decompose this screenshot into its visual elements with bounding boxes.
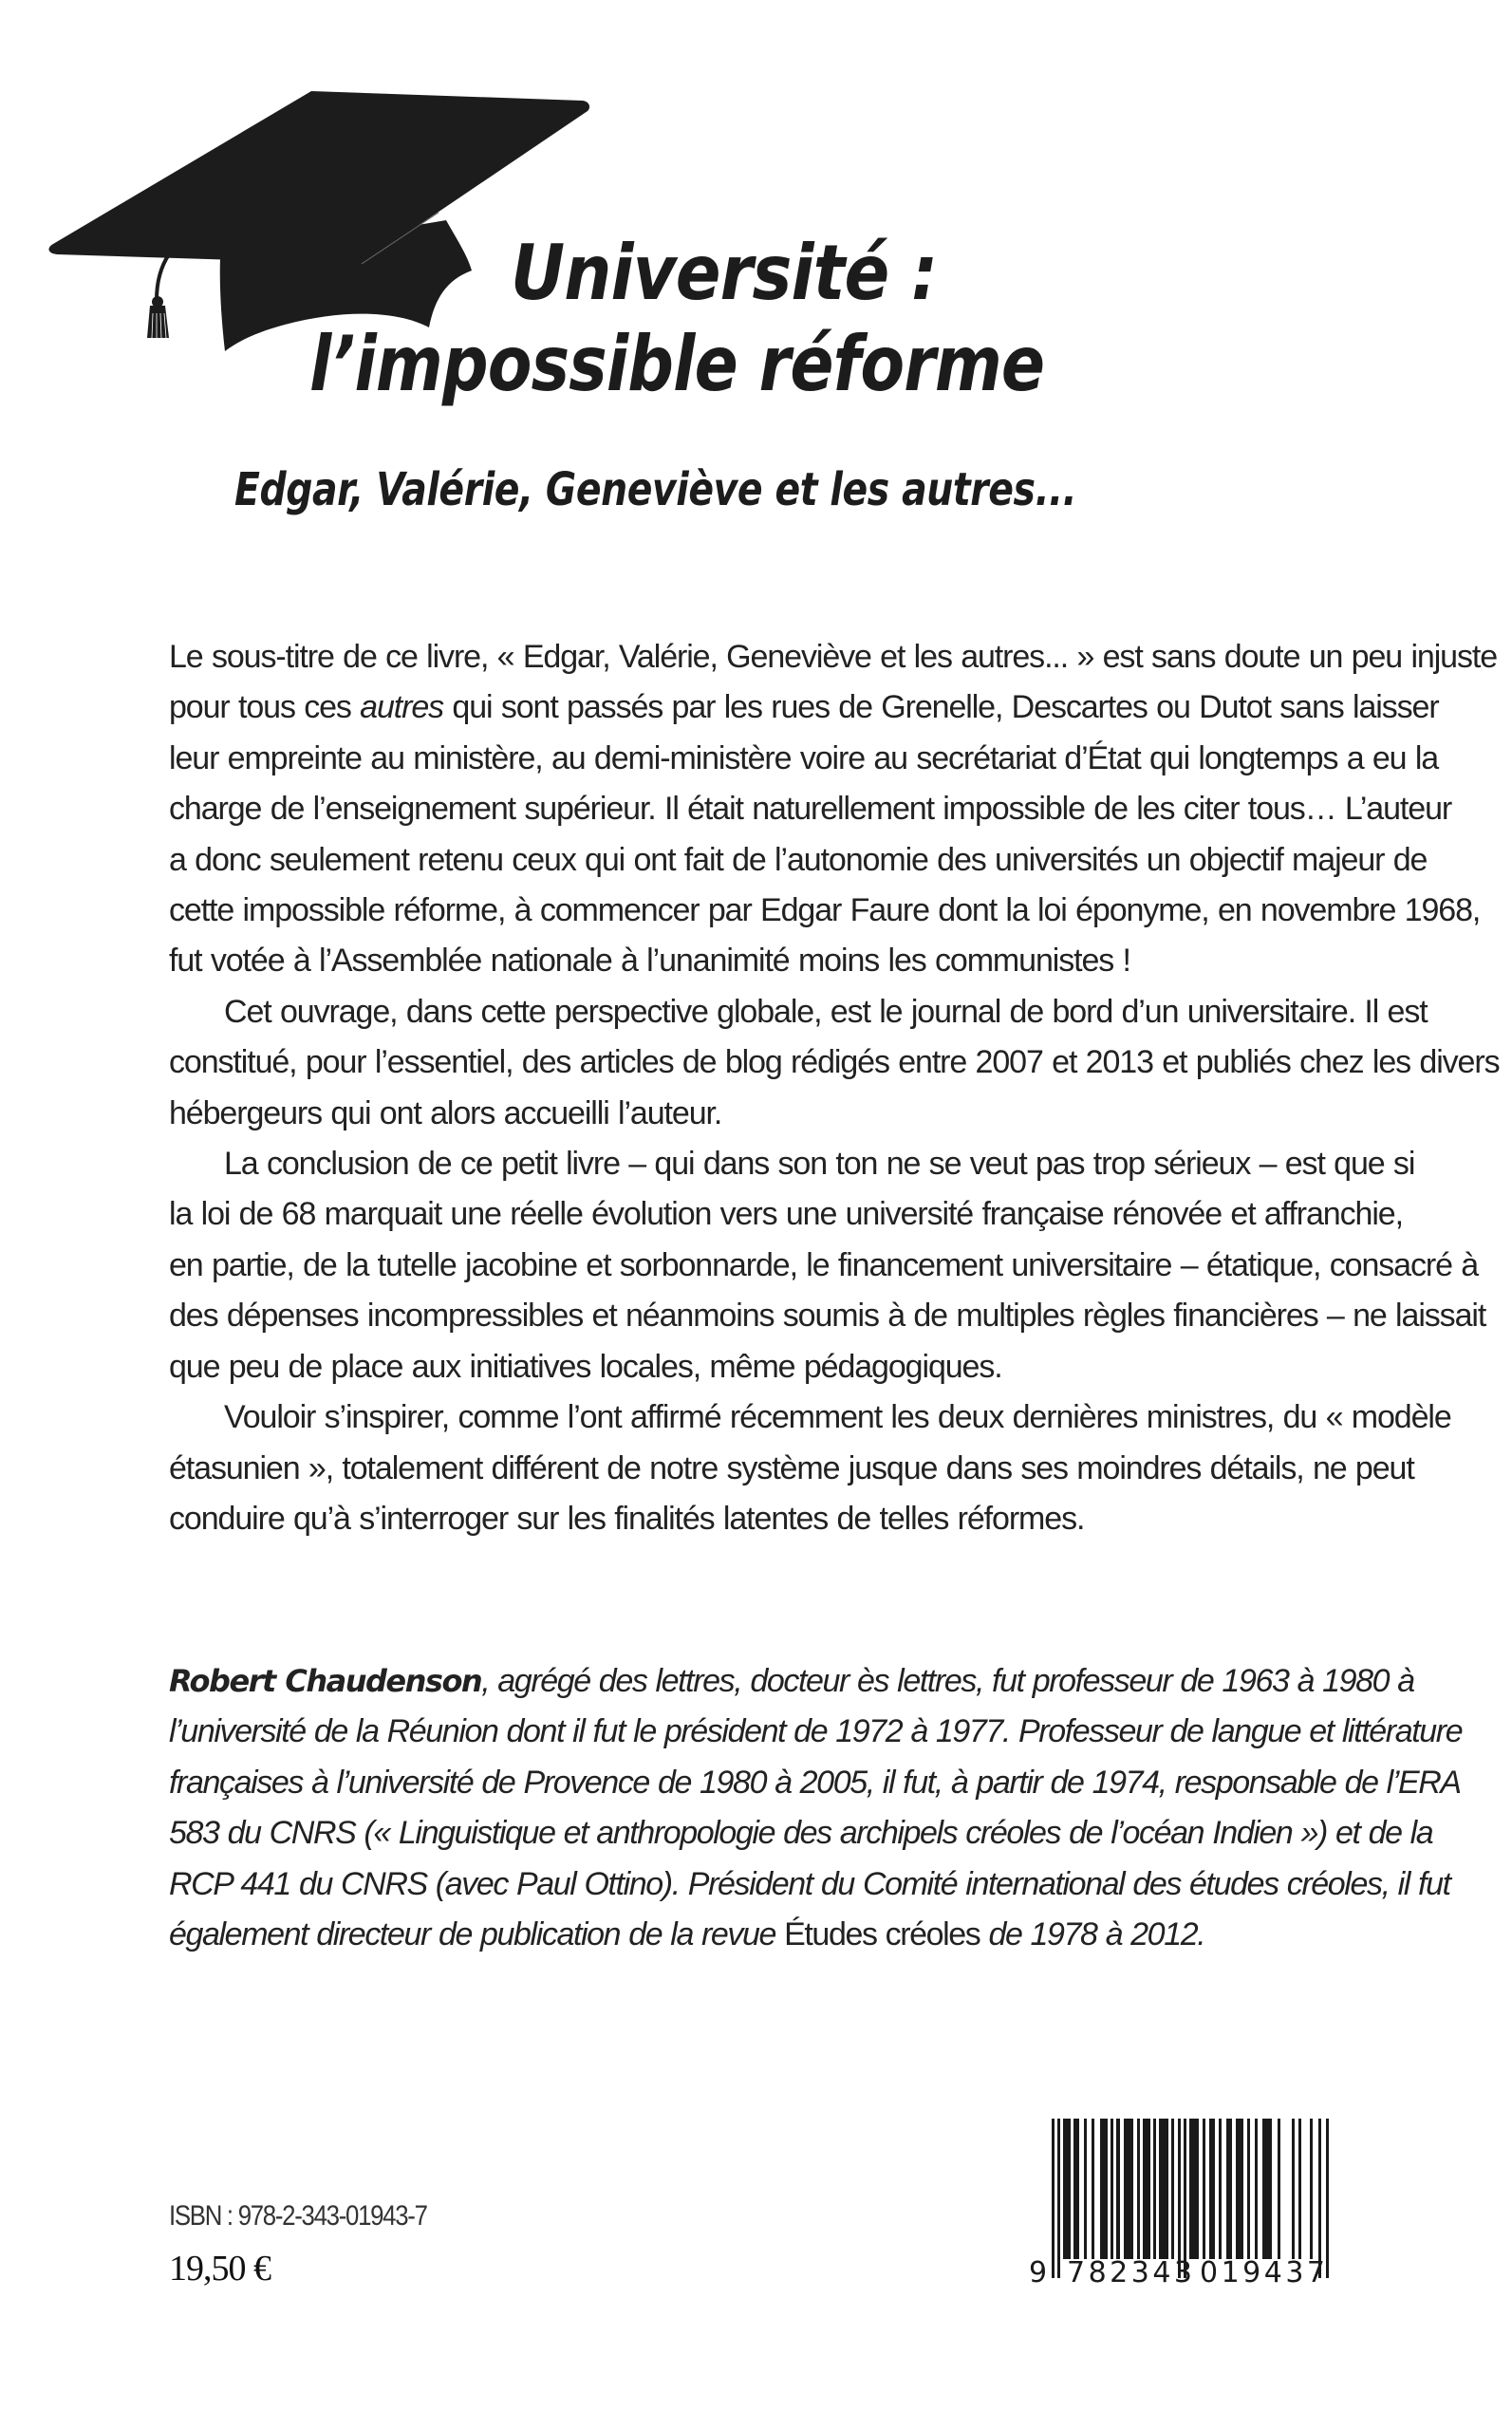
description-line: Vouloir s’inspirer, comme l’ont affirmé récemment les deux dernières ministres, du « modèle — [224, 1399, 1451, 1436]
barcode-bar — [1100, 2119, 1108, 2259]
bio-text: de 1978 à 2012. — [980, 1916, 1205, 1953]
bio-line: 583 du CNRS (« Linguistique et anthropologie des archipels créoles de l’océan Indien ») et de la — [169, 1815, 1433, 1852]
barcode-bar — [1111, 2119, 1113, 2259]
barcode-bar — [1137, 2119, 1140, 2259]
barcode-digits-right: 019437 — [1200, 2256, 1329, 2289]
barcode-bar — [1310, 2119, 1313, 2259]
description-line: étasunien », totalement différent de notre système jusque dans ses moindres détails, ne peut — [169, 1449, 1414, 1486]
barcode-bar — [1143, 2119, 1150, 2259]
description-paragraph — [169, 632, 1498, 987]
description-paragraph — [169, 1139, 1486, 1392]
price-label: 19,50 € — [169, 2249, 271, 2289]
description-line: cette impossible réforme, à commencer par Edgar Faure dont la loi éponyme, en novembre 1968, — [169, 892, 1481, 929]
barcode-bar — [1219, 2119, 1222, 2259]
description-line: en partie, de la tutelle jacobine et sorbonnarde, le financement universitaire – étatique, consacré à — [169, 1246, 1479, 1283]
author-bio — [169, 1656, 1463, 1960]
barcode-bar — [1209, 2119, 1215, 2259]
bio-line: RCP 441 du CNRS (avec Paul Ottino). Président du Comité international des études créoles, il fut — [169, 1865, 1450, 1902]
description-line: a donc seulement retenu ceux qui ont fait de l’autonomie des universités un objectif majeur de — [169, 841, 1428, 878]
journal-title: Études créoles — [784, 1916, 980, 1953]
barcode-bar — [1073, 2119, 1079, 2259]
bio-text: , agrégé des lettres, docteur ès lettres, fut professeur de 1963 à 1980 à — [481, 1663, 1414, 1699]
bio-line: l’université de la Réunion dont il fut le président de 1972 à 1977. Professeur de langue et littérature — [169, 1713, 1463, 1750]
description-line: leur empreinte au ministère, au demi-ministère voire au secrétariat d’État qui longtemps a eu la — [169, 739, 1439, 776]
bio-line — [169, 1910, 1343, 1960]
barcode-bar — [1247, 2119, 1250, 2259]
description-paragraph — [169, 1392, 1451, 1544]
barcode-bar — [1184, 2119, 1186, 2278]
description-line: charge de l’enseignement supérieur. Il était naturellement impossible de les citer tous… L’auteur — [169, 791, 1452, 828]
emphasis: autres — [360, 689, 444, 726]
barcode-bar — [1171, 2119, 1174, 2259]
barcode-digits — [1029, 2257, 1352, 2289]
book-subtitle: Edgar, Valérie, Geneviève et les autres... — [234, 463, 1077, 516]
description-line: pour tous ces autres qui sont passés par les rues de Grenelle, Descartes ou Dutot sans laisser — [169, 689, 1439, 726]
barcode-bar — [1292, 2119, 1295, 2259]
barcode-bar — [1203, 2119, 1205, 2259]
barcode-bar — [1236, 2119, 1243, 2259]
description-line: La conclusion de ce petit livre – qui dans son ton ne se veut pas trop sérieux – est que si — [224, 1146, 1415, 1183]
isbn-label: ISBN : 978-2-343-01943-7 — [169, 2200, 427, 2232]
description-line: que peu de place aux initiatives locales, même pédagogiques. — [169, 1348, 1002, 1385]
description-line: Cet ouvrage, dans cette perspective globale, est le journal de bord d’un universitaire. Il est — [224, 993, 1428, 1030]
bio-line — [169, 1656, 1414, 1707]
barcode-bar — [1092, 2119, 1094, 2259]
bio-line: françaises à l’université de Provence de 1980 à 2005, il fut, à partir de 1974, responsable de l’ERA — [169, 1764, 1461, 1801]
barcode-bar — [1124, 2119, 1133, 2259]
barcode-bar — [1178, 2119, 1181, 2278]
barcode-bar — [1159, 2119, 1168, 2259]
barcode-bar — [1052, 2119, 1055, 2278]
barcode-digits-left: 782343 — [1067, 2256, 1196, 2289]
description-paragraph — [169, 987, 1500, 1139]
barcode-bar — [1318, 2119, 1321, 2278]
bio-text: également directeur de publication de la revue — [169, 1916, 785, 1953]
book-title-line-1: Université : — [511, 229, 938, 317]
author-name: Robert Chaudenson — [169, 1663, 482, 1699]
barcode-bar — [1153, 2119, 1156, 2259]
book-title-line-2: l’impossible réforme — [309, 320, 1045, 408]
barcode-bar — [1189, 2119, 1199, 2259]
barcode-bar — [1298, 2119, 1301, 2259]
barcode-bar — [1226, 2119, 1232, 2259]
barcode-bar — [1255, 2119, 1258, 2259]
barcode-bar — [1084, 2119, 1087, 2259]
barcode-icon — [1029, 2119, 1352, 2291]
book-description — [169, 632, 1500, 1544]
description-line: Le sous-titre de ce livre, « Edgar, Valérie, Geneviève et les autres... » est sans doute un peu injuste — [169, 639, 1498, 675]
description-line: hébergeurs qui ont alors accueilli l’auteur. — [169, 1094, 722, 1131]
barcode-bar — [1326, 2119, 1329, 2278]
description-line: des dépenses incompressibles et néanmoins soumis à de multiples règles financières – ne laissait — [169, 1298, 1486, 1335]
barcode-bar — [1057, 2119, 1060, 2278]
barcode-bar — [1116, 2119, 1120, 2259]
description-line: conduire qu’à s’interroger sur les finalités latentes de telles réformes. — [169, 1500, 1085, 1537]
barcode-digit-lead: 9 — [1029, 2256, 1048, 2289]
barcode-bar — [1278, 2119, 1280, 2259]
description-line: constitué, pour l’essentiel, des articles de blog rédigés entre 2007 et 2013 et publiés chez les divers — [169, 1044, 1500, 1081]
barcode-bar — [1262, 2119, 1272, 2259]
description-line: la loi de 68 marquait une réelle évolution vers une université française rénovée et affranchie, — [169, 1196, 1403, 1233]
description-line: fut votée à l’Assemblée nationale à l’unanimité moins les communistes ! — [169, 943, 1130, 980]
barcode-bar — [1063, 2119, 1071, 2259]
